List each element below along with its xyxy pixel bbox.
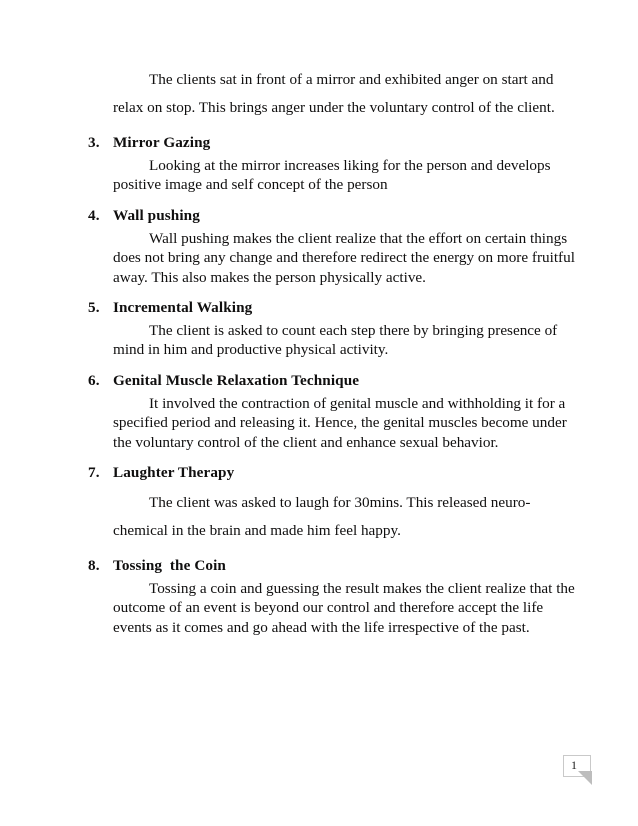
list-item <box>88 205 575 287</box>
list-item-body <box>113 321 562 360</box>
body-line: Tossing a coin and guessing the result makes the client realize that the <box>149 580 575 598</box>
list-item-heading <box>88 205 572 226</box>
list-item-body <box>113 579 583 637</box>
body-line: chemical in the brain and made him feel happy. <box>113 522 401 540</box>
list-item-title: Wall pushing <box>113 206 200 224</box>
body-line: specified period and releasing it. Hence, the genital muscles become under <box>113 414 567 432</box>
body-line: Looking at the mirror increases liking for the person and develops <box>149 157 551 174</box>
list-item-heading <box>88 555 572 576</box>
list-item-number: 7. <box>88 464 100 482</box>
body-line: away. This also makes the person physically active. <box>113 268 426 286</box>
list-item-number: 3. <box>88 134 100 151</box>
list-item-title: Incremental Walking <box>113 299 253 317</box>
list-item <box>88 555 575 637</box>
list-item-heading <box>88 462 572 483</box>
list-item-title: Tossing the Coin <box>113 557 226 575</box>
body-line: The client was asked to laugh for 30mins. This released neuro- <box>149 494 531 512</box>
list-item-number: 6. <box>88 371 100 389</box>
list-item-title: Genital Muscle Relaxation Technique <box>113 371 360 389</box>
intro-paragraph <box>113 66 562 122</box>
folded-corner-icon <box>578 771 592 785</box>
list-item-body <box>113 489 562 545</box>
list-item-body <box>113 394 583 452</box>
body-line: The client is asked to count each step there by bringing presence of <box>149 322 558 340</box>
list-item <box>88 132 572 195</box>
body-line: outcome of an event is beyond our control and therefore accept the life <box>113 599 544 617</box>
body-line: mind in him and productive physical activity. <box>113 341 389 359</box>
body-line: events as it comes and go ahead with the life irrespective of the past. <box>113 618 530 636</box>
list-item <box>88 297 572 360</box>
list-item-number: 5. <box>88 299 100 317</box>
numbered-list <box>88 132 575 637</box>
list-item-number: 8. <box>88 557 100 575</box>
page-number-box <box>563 755 591 777</box>
list-item-body <box>113 229 583 287</box>
list-item-heading <box>88 297 572 318</box>
list-item <box>88 462 572 545</box>
page-number-label: 1 <box>571 758 577 772</box>
body-line: positive image and self concept of the person <box>113 176 388 194</box>
list-item <box>88 370 572 452</box>
body-line: does not bring any change and therefore redirect the energy on more fruitful <box>113 249 575 267</box>
list-item-heading <box>88 370 572 391</box>
list-item-title: Laughter Therapy <box>113 464 235 482</box>
body-line: It involved the contraction of genital muscle and withholding it for a <box>149 394 566 412</box>
intro-line-1: The clients sat in front of a mirror and exhibited anger on start and <box>149 71 554 88</box>
list-item-heading <box>88 132 572 153</box>
list-item-title: Mirror Gazing <box>113 134 211 151</box>
intro-line-2: relax on stop. This brings anger under the voluntary control of the client. <box>113 99 555 116</box>
body-line: the voluntary control of the client and enhance sexual behavior. <box>113 433 499 451</box>
document-body <box>88 66 575 637</box>
body-line: Wall pushing makes the client realize that the effort on certain things <box>149 229 568 247</box>
list-item-body <box>113 156 562 195</box>
list-item-number: 4. <box>88 206 100 224</box>
